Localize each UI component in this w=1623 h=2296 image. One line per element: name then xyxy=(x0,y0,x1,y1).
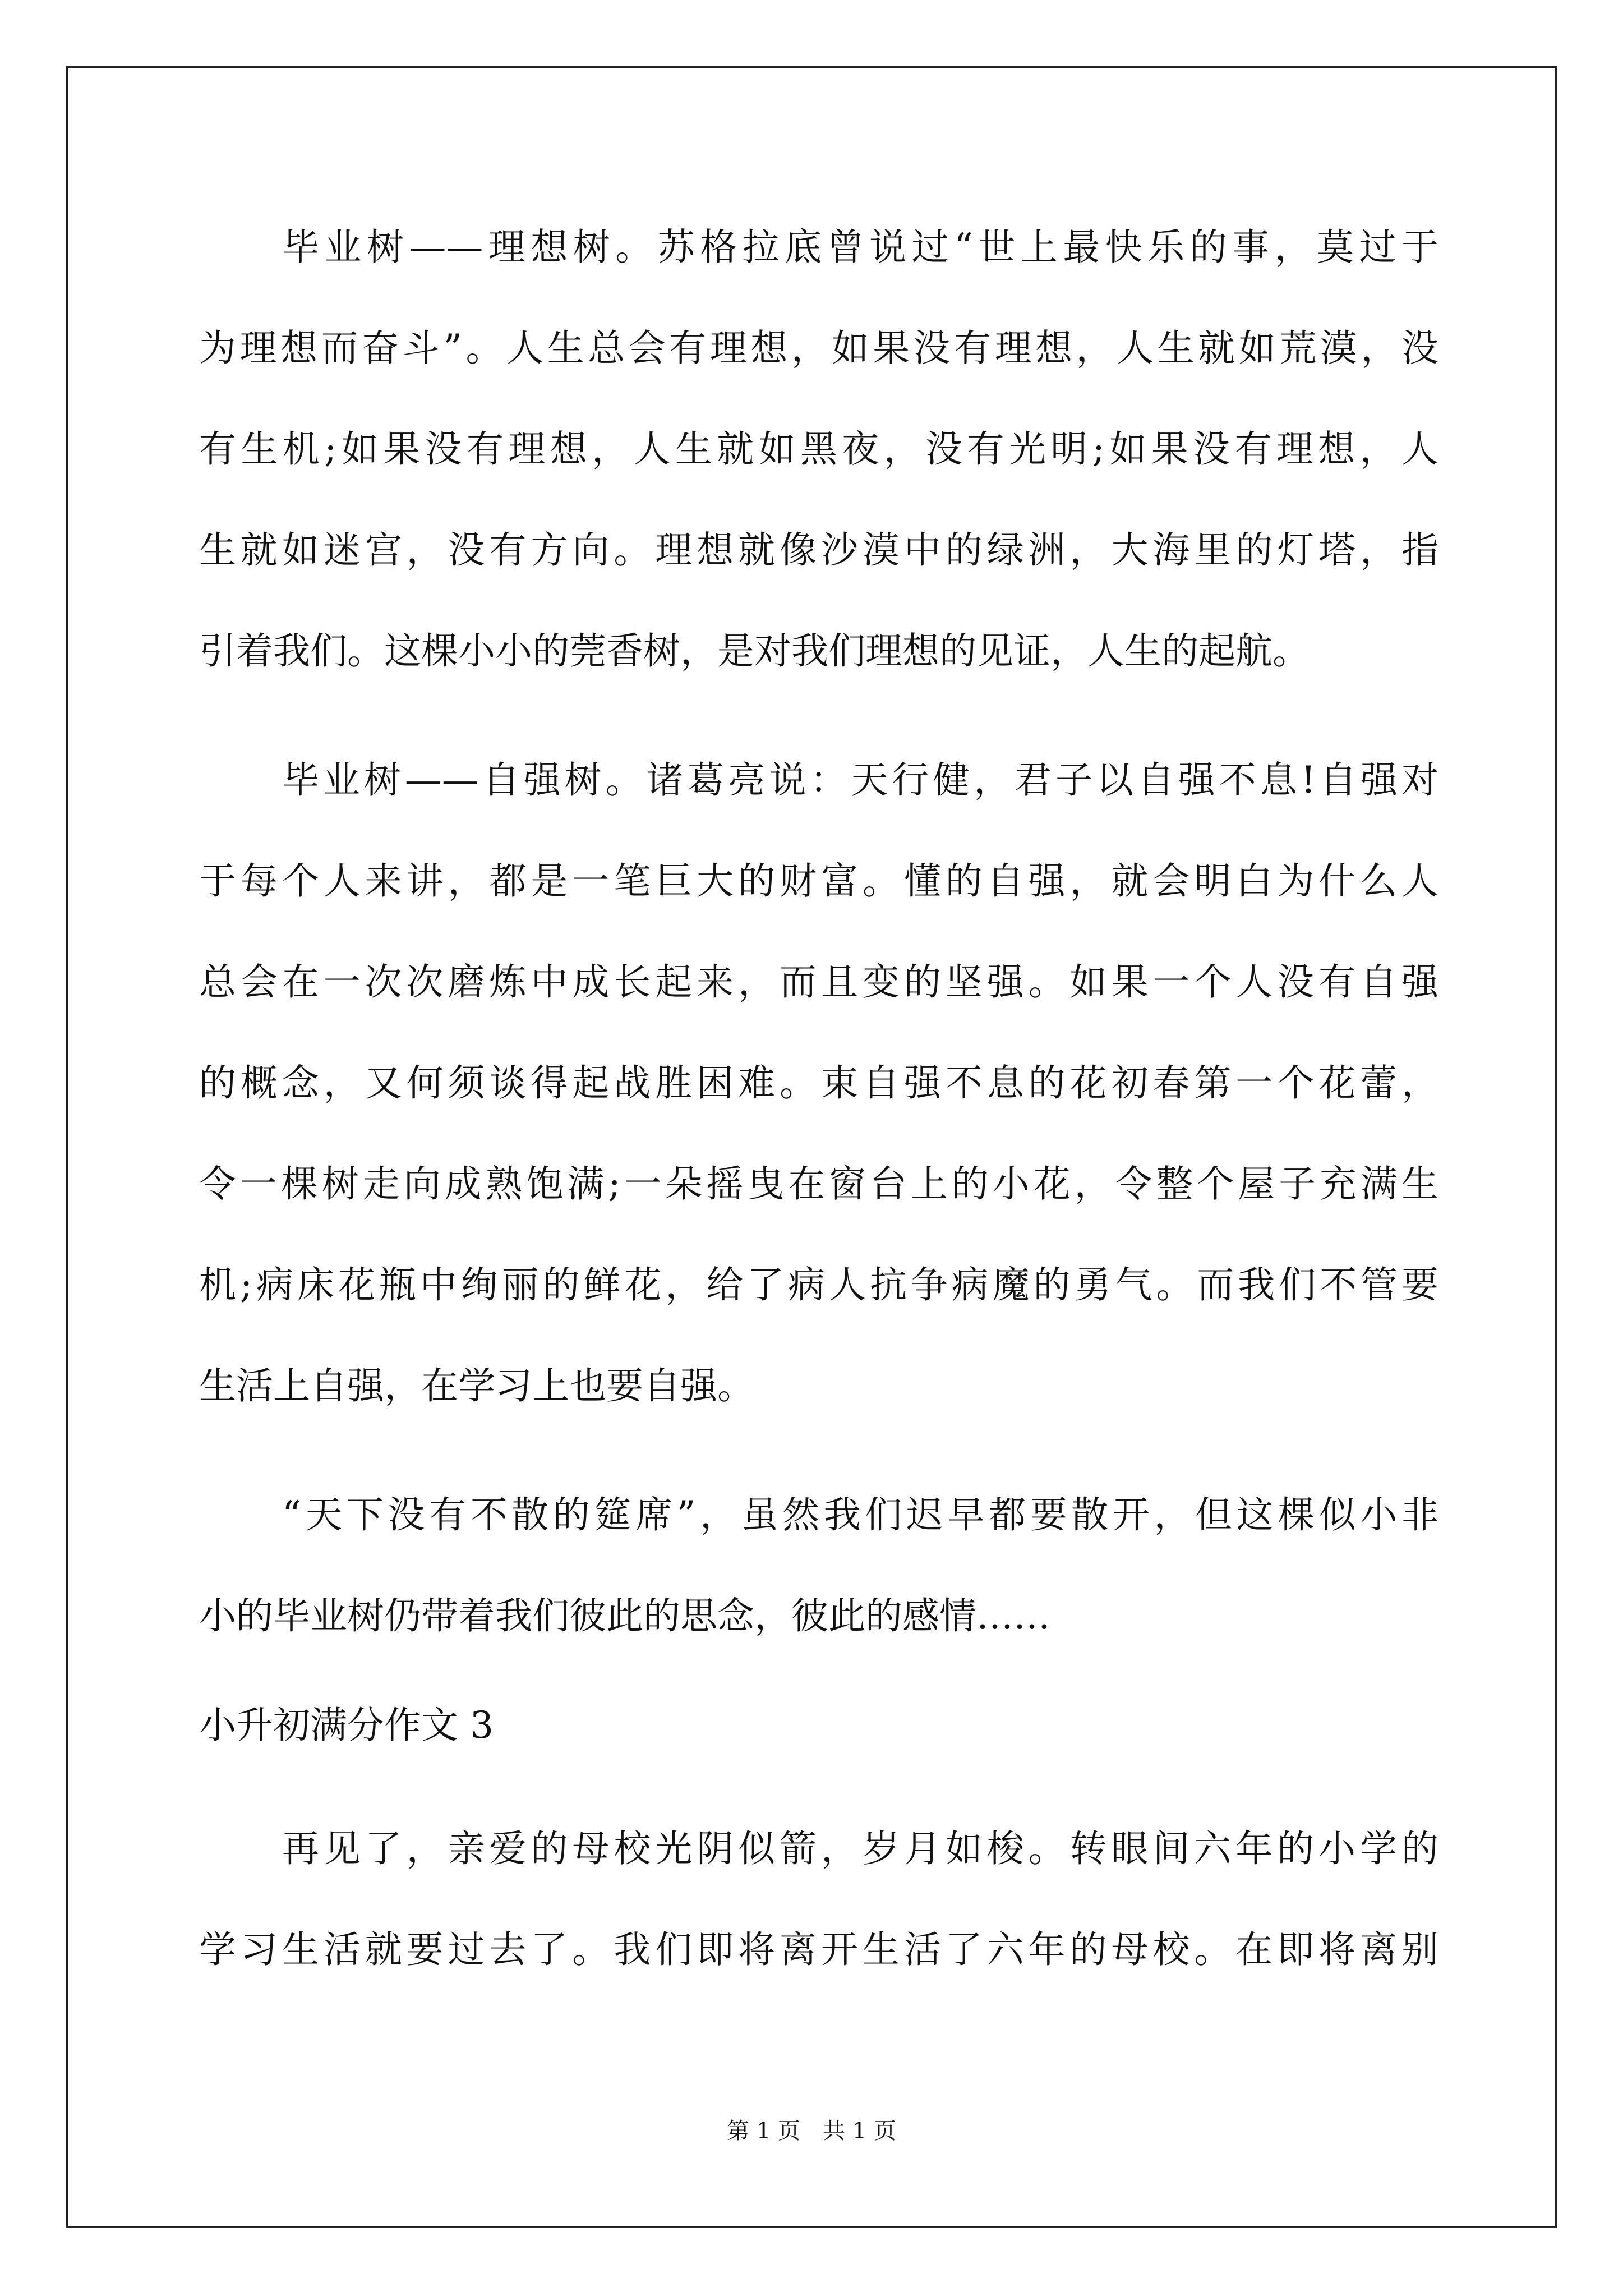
paragraph-line: 的概念，又何须谈得起战胜困难。束自强不息的花初春第一个花蕾， xyxy=(199,1061,1438,1105)
paragraph-line: 引着我们。这棵小小的莞香树，是对我们理想的见证，人生的起航。 xyxy=(199,629,1310,673)
section-heading: 小升初满分作文 3 xyxy=(199,1704,494,1747)
paragraph-line: 于每个人来讲，都是一笔巨大的财富。懂的自强，就会明白为什么人 xyxy=(199,859,1438,903)
paragraph-line: 令一棵树走向成熟饱满;一朵摇曳在窗台上的小花，令整个屋子充满生 xyxy=(199,1162,1438,1205)
paragraph-line: 生就如迷宫，没有方向。理想就像沙漠中的绿洲，大海里的灯塔，指 xyxy=(199,528,1438,572)
paragraph-line: 机;病床花瓶中绚丽的鲜花，给了病人抗争病魔的勇气。而我们不管要 xyxy=(199,1263,1438,1306)
paragraph-line: 有生机;如果没有理想，人生就如黑夜，没有光明;如果没有理想，人 xyxy=(199,427,1438,471)
page-border xyxy=(66,66,1557,2228)
paragraph-line: 毕业树——自强树。诸葛亮说：天行健，君子以自强不息!自强对 xyxy=(282,758,1438,802)
paragraph-line: 毕业树——理想树。苏格拉底曾说过“世上最快乐的事，莫过于 xyxy=(282,226,1438,269)
paragraph-line: 学习生活就要过去了。我们即将离开生活了六年的母校。在即将离别 xyxy=(199,1928,1438,1971)
paragraph-line: 总会在一次次磨炼中成长起来，而且变的坚强。如果一个人没有自强 xyxy=(199,960,1438,1004)
page-footer: 第 1 页 共 1 页 xyxy=(727,2118,896,2144)
paragraph-line: “天下没有不散的筵席”，虽然我们迟早都要散开，但这棵似小非 xyxy=(282,1493,1438,1536)
paragraph-line: 小的毕业树仍带着我们彼此的思念，彼此的感情…… xyxy=(199,1594,1050,1637)
paragraph-line: 生活上自强，在学习上也要自强。 xyxy=(199,1364,754,1407)
paragraph-line: 为理想而奋斗”。人生总会有理想，如果没有理想，人生就如荒漠，没 xyxy=(199,326,1438,370)
paragraph-line: 再见了，亲爱的母校光阴似箭，岁月如梭。转眼间六年的小学的 xyxy=(282,1827,1438,1870)
